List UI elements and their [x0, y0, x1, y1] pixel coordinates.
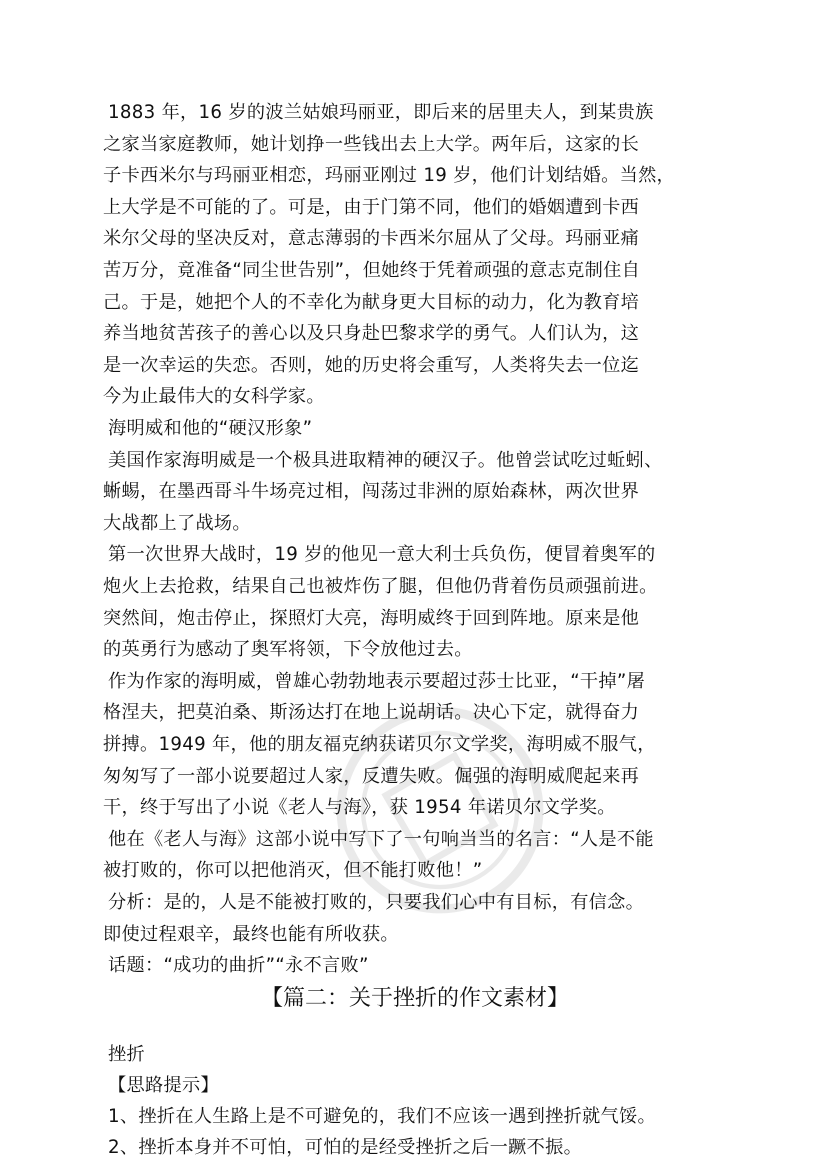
body-line: 美国作家海明威是一个极具进取精神的硬汉子。他曾尝试吃过蚯蚓、 [108, 450, 663, 471]
body-line: 被打败的，你可以把他消灭，但不能打败他！” [103, 860, 483, 881]
body-line: 他在《老人与海》这部小说中写下了一句响当当的名言：“人是不能 [108, 829, 654, 850]
hint-heading: 【思路提示】 [108, 1075, 219, 1096]
body-line: 养当地贫苦孩子的善心以及只身赴巴黎求学的勇气。人们认为，这 [103, 323, 640, 344]
subtitle-line: 海明威和他的“硬汉形象” [108, 418, 313, 439]
analysis-line: 分析：是的，人是不能被打败的，只要我们心中有目标，有信念。 [108, 892, 645, 913]
hint-item: 1、挫折在人生路上是不可避免的，我们不应该一遇到挫折就气馁。 [108, 1106, 657, 1127]
body-line: 米尔父母的坚决反对，意志薄弱的卡西米尔屈从了父母。玛丽亚痛 [103, 228, 640, 249]
body-line: 是一次幸运的失恋。否则，她的历史将会重写，人类将失去一位迄 [103, 355, 640, 376]
body-line: 上大学是不可能的了。可是，由于门第不同，他们的婚姻遭到卡西 [103, 197, 640, 218]
topic-title: 挫折 [108, 1044, 145, 1065]
body-line: 即使过程艰辛，最终也能有所收获。 [103, 924, 399, 945]
body-line: 的英勇行为感动了奥军将领，下令放他过去。 [103, 639, 473, 660]
body-line: 干，终于写出了小说《老人与海》，获 1954 年诺贝尔文学奖。 [103, 797, 616, 818]
body-line: 第一次世界大战时，19 岁的他见一意大利士兵负伤，便冒着奥军的 [108, 544, 656, 565]
body-line: 子卡西米尔与玛丽亚相恋，玛丽亚刚过 19 岁，他们计划结婚。当然， [103, 165, 676, 186]
body-line: 拼搏。1949 年，他的朋友福克纳获诺贝尔文学奖，海明威不服气， [103, 734, 656, 755]
body-line: 匆匆写了一部小说要超过人家，反遭失败。倔强的海明威爬起来再 [103, 766, 640, 787]
body-line: 大战都上了战场。 [103, 513, 251, 534]
body-line: 蜥蜴，在墨西哥斗牛场亮过相，闯荡过非洲的原始森林，两次世界 [103, 481, 640, 502]
section-heading: 【篇二：关于挫折的作文素材】 [260, 986, 569, 1011]
body-line: 苦万分，竟准备“同尘世告别”，但她终于凭着顽强的意志克制住自 [103, 260, 641, 281]
body-line: 1883 年，16 岁的波兰姑娘玛丽亚，即后来的居里夫人，到某贵族 [108, 102, 654, 123]
body-line: 己。于是，她把个人的不幸化为献身更大目标的动力，化为教育培 [103, 292, 640, 313]
body-line: 作为作家的海明威，曾雄心勃勃地表示要超过莎士比亚，“干掉”屠 [108, 671, 646, 692]
topic-line: 话题：“成功的曲折”“永不言败” [108, 955, 369, 976]
body-line: 之家当家庭教师，她计划挣一些钱出去上大学。两年后，这家的长 [103, 134, 640, 155]
body-line: 格涅夫，把莫泊桑、斯汤达打在地上说胡话。决心下定，就得奋力 [103, 702, 640, 723]
body-line: 今为止最伟大的女科学家。 [103, 386, 325, 407]
body-line: 炮火上去抢救，结果自己也被炸伤了腿，但他仍背着伤员顽强前进。 [103, 576, 658, 597]
body-line: 突然间，炮击停止，探照灯大亮，海明威终于回到阵地。原来是他 [103, 608, 640, 629]
hint-item: 2、挫折本身并不可怕，可怕的是经受挫折之后一蹶不振。 [108, 1137, 583, 1158]
